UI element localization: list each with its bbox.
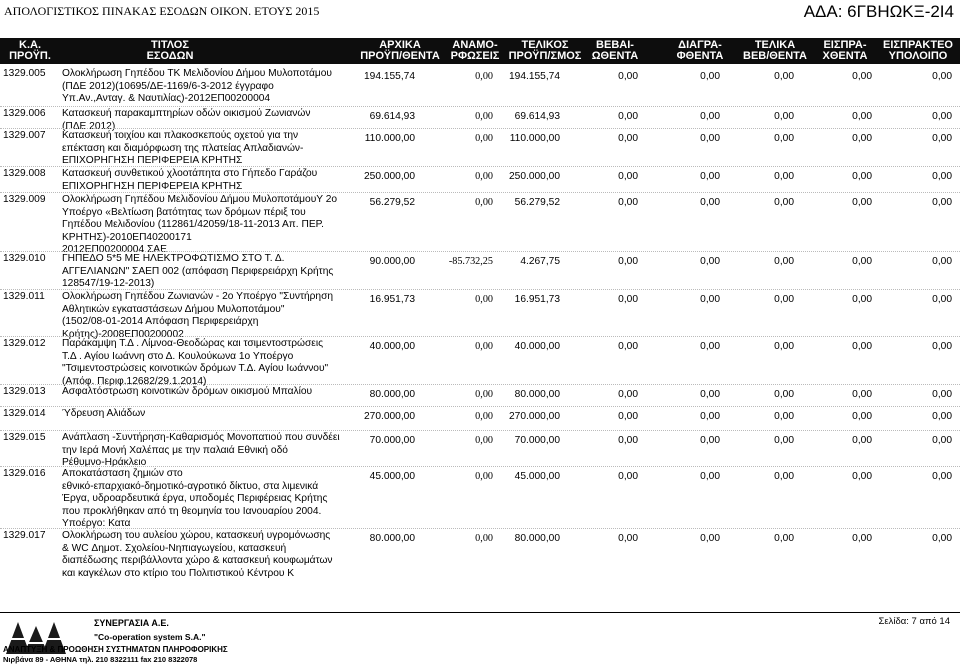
row-code: 1329.017 [3, 530, 46, 541]
row-separator [0, 289, 960, 290]
cell-ana: 0,00 [475, 471, 493, 482]
row-code: 1329.008 [3, 168, 46, 179]
row-description-line: Υποέργο «Βελτίωση βατότητας των δρόμων πέριξ του [62, 206, 306, 218]
cell-ana: 0,00 [475, 533, 493, 544]
row-description-line: και καγκέλων στο κτίριο του Πολιτιστικού Κέντρου Κ [62, 567, 295, 579]
row-separator [0, 192, 960, 193]
col-anamorfoseis: ΑΝΑΜΟ- ΡΦΩΣΕΙΣ [450, 39, 500, 62]
row-description-line: Αποκατάσταση ζημιών στο [62, 468, 183, 479]
cell-ypo: 0,00 [932, 171, 952, 182]
row-separator [0, 106, 960, 107]
cell-dia: 0,00 [700, 411, 720, 422]
cell-tel: 110.000,00 [509, 133, 560, 144]
cell-ana: 0,00 [475, 411, 493, 422]
cell-ypo: 0,00 [932, 411, 952, 422]
cell-ypo: 0,00 [932, 294, 952, 305]
cell-dia: 0,00 [700, 435, 720, 446]
cell-ypo: 0,00 [932, 111, 952, 122]
row-code: 1329.007 [3, 130, 46, 141]
row-description-line: Ανάπλαση -Συντήρηση-Καθαρισμός Μονοπατιού που συνδέει [62, 432, 340, 443]
cell-tel: 250.000,00 [509, 171, 560, 182]
cell-tel: 70.000,00 [514, 435, 560, 446]
row-description-line: Κρήτης)-2008ΕΠ00200002 [62, 328, 184, 340]
cell-eis: 0,00 [852, 435, 872, 446]
row-description [62, 468, 382, 531]
cell-tbe: 0,00 [774, 111, 794, 122]
row-description-line: Τ.Δ . Αγίου Ιωάννη στο Δ. Κουλούκωνα 1ο Υποέργο [62, 350, 294, 362]
row-description-line: (ΠΔΕ 2012)(10695/ΔΕ-1169/6-3-2012 έγγραφο [62, 80, 274, 92]
row-description-line: ΕΠΙΧΟΡΗΓΗΣΗ ΠΕΡΙΦΕΡΕΙΑ ΚΡΗΤΗΣ [62, 180, 243, 192]
cell-bev: 0,00 [618, 411, 638, 422]
cell-dia: 0,00 [700, 471, 720, 482]
cell-tel: 40.000,00 [514, 341, 560, 352]
row-description-line: ΕΠΙΧΟΡΗΓΗΣΗ ΠΕΡΙΦΕΡΕΙΑ ΚΡΗΤΗΣ [62, 155, 243, 166]
row-description-line: Κατασκευή συνθετικού χλοοτάπητα στο Γήπεδο Γαράζου [62, 168, 318, 179]
row-description-line: Γηπέδου Μελιδονίου (112861/42059/18-11-2013 Απ. ΠΕΡ. [62, 219, 324, 230]
cell-ana: 0,00 [475, 294, 493, 305]
cell-ypo: 0,00 [932, 389, 952, 400]
row-description [62, 338, 382, 388]
cell-tel: 270.000,00 [509, 411, 560, 422]
row-description-line: Έργα, υδροαρδευτικά έργα, υποδομές Περιφέρειας Κρήτης [62, 493, 328, 504]
row-description-line: Ρέθυμνο-Ηράκλειο [62, 457, 147, 468]
cell-ana: 0,00 [475, 171, 493, 182]
cell-tbe: 0,00 [774, 133, 794, 144]
row-description-line: (ΠΔΕ 2012) [62, 120, 116, 132]
row-description [62, 168, 382, 193]
row-description-line: 128547/19-12-2013) [62, 278, 155, 289]
row-code: 1329.006 [3, 108, 46, 119]
cell-dia: 0,00 [700, 197, 720, 208]
cell-ana: 0,00 [475, 341, 493, 352]
cell-tel: 45.000,00 [514, 471, 560, 482]
cell-bev: 0,00 [618, 197, 638, 208]
row-description [62, 386, 382, 399]
row-description-line: 2012ΕΠ00200004 ΣΑΕ [62, 244, 167, 255]
row-description-line: Ολοκλήρωση Γηπέδου ΤΚ Μελιδονίου Δήμου Μυλοποτάμου [62, 68, 332, 79]
row-code: 1329.016 [3, 468, 46, 479]
row-description [62, 68, 382, 106]
cell-ana: 0,00 [475, 389, 493, 400]
row-separator [0, 128, 960, 129]
row-description-line: επέκταση και διαμόρφωση της πλατείας Απλαδιανών- [62, 142, 304, 154]
cell-tel: 80.000,00 [514, 533, 560, 544]
row-description [62, 530, 382, 580]
table-header [0, 38, 960, 64]
col-telika-beb: ΤΕΛΙΚΑ ΒΕΒ/ΘΕΝΤΑ [743, 39, 807, 62]
row-description-line: ΓΗΠΕΔΟ 5*5 ΜΕ ΗΛΕΚΤΡΟΦΩΤΙΣΜΟ ΣΤΟ Τ. Δ. [62, 253, 285, 264]
cell-arx: 194.155,74 [364, 71, 415, 82]
row-code: 1329.014 [3, 408, 46, 419]
ada-code: ΑΔΑ: 6ΓΒΗΩΚΞ-2Ι4 [803, 2, 954, 21]
cell-tel: 4.267,75 [520, 256, 560, 267]
cell-tbe: 0,00 [774, 389, 794, 400]
cell-eis: 0,00 [852, 471, 872, 482]
row-description [62, 194, 382, 257]
row-separator [0, 430, 960, 431]
cell-bev: 0,00 [618, 133, 638, 144]
col-eispraxthenta: ΕΙΣΠΡΑ- ΧΘΕΝΤΑ [822, 39, 868, 62]
cell-eis: 0,00 [852, 294, 872, 305]
document-title: ΑΠΟΛΟΓΙΣΤΙΚΟΣ ΠΙΝΑΚΑΣ ΕΣΟΔΩΝ ΟΙΚΟΝ. ΕΤΟΥΣ 2015 [4, 4, 320, 18]
row-separator [0, 528, 960, 529]
cell-tbe: 0,00 [774, 341, 794, 352]
cell-arx: 80.000,00 [369, 389, 415, 400]
cell-tel: 16.951,73 [514, 294, 560, 305]
cell-bev: 0,00 [618, 111, 638, 122]
cell-tel: 80.000,00 [514, 389, 560, 400]
cell-eis: 0,00 [852, 71, 872, 82]
cell-ypo: 0,00 [932, 197, 952, 208]
cell-ana: 0,00 [475, 197, 493, 208]
col-diagrafthenta: ΔΙΑΓΡΑ- ΦΘΕΝΤΑ [676, 39, 724, 62]
cell-bev: 0,00 [618, 435, 638, 446]
cell-dia: 0,00 [700, 389, 720, 400]
cell-dia: 0,00 [700, 341, 720, 352]
footer-address: Νιρβάνα 89 - ΑΘΗΝΑ τηλ. 210 8322111 fax 210 8322078 [3, 655, 198, 664]
cell-bev: 0,00 [618, 256, 638, 267]
row-description-line: & WC Δημοτ. Σχολείου-Νηπιαγωγείου, κατασκευή [62, 542, 287, 554]
row-description-line: ΑΓΓΕΛΙΑΝΩΝ" ΣΑΕΠ 002 (απόφαση Περιφερειάρχη Κρήτης [62, 265, 334, 277]
cell-tbe: 0,00 [774, 471, 794, 482]
cell-arx: 56.279,52 [369, 197, 415, 208]
cell-arx: 16.951,73 [369, 294, 415, 305]
row-description-line: που προκλήθηκαν από τη θεομηνία του Ιανουαρίου 2004. [62, 505, 322, 517]
row-description-line: Κατασκευή τοιχίου και πλακοσκεπούς οχετού για την [62, 130, 299, 141]
cell-ypo: 0,00 [932, 471, 952, 482]
cell-tbe: 0,00 [774, 71, 794, 82]
footer-development: ΑΝΑΠΤΥΞΗ & ΠΡΟΩΘΗΣΗ ΣΥΣΤΗΜΑΤΩΝ ΠΛΗΡΟΦΟΡΙΚΗΣ [3, 645, 228, 654]
cell-eis: 0,00 [852, 533, 872, 544]
row-description-line: "Τσιμεντοστρώσεις κοινοτικών δρόμων Τ.Δ. Αγίου Ιωάννου" [62, 363, 329, 374]
cell-dia: 0,00 [700, 294, 720, 305]
cell-eis: 0,00 [852, 411, 872, 422]
row-code: 1329.011 [3, 291, 45, 302]
row-separator [0, 466, 960, 467]
cell-arx: 40.000,00 [369, 341, 415, 352]
cell-ypo: 0,00 [932, 533, 952, 544]
cell-arx: 80.000,00 [369, 533, 415, 544]
row-description-line: Ολοκλήρωση Γηπέδου Ζωνιανών - 2ο Υποέργο "Συντήρηση [62, 291, 334, 302]
row-code: 1329.015 [3, 432, 46, 443]
cell-bev: 0,00 [618, 471, 638, 482]
cell-ypo: 0,00 [932, 341, 952, 352]
cell-ana: 0,00 [475, 435, 493, 446]
row-description [62, 432, 382, 470]
row-description [62, 130, 382, 168]
cell-eis: 0,00 [852, 133, 872, 144]
cell-arx: 45.000,00 [369, 471, 415, 482]
footer-divider [0, 612, 960, 613]
cell-eis: 0,00 [852, 389, 872, 400]
row-code: 1329.010 [3, 253, 46, 264]
row-separator [0, 251, 960, 252]
row-description-line: Υποέργο: Κατα [62, 518, 131, 529]
cell-eis: 0,00 [852, 111, 872, 122]
col-telikos: ΤΕΛΙΚΟΣ ΠΡΟΫΠ/ΣΜΟΣ [508, 39, 582, 62]
cell-arx: 69.614,93 [369, 111, 415, 122]
cell-tel: 69.614,93 [514, 111, 560, 122]
row-description-line: Κατασκευή παρακαμπτηρίων οδών οικισμού Ζωνιανών [62, 108, 311, 119]
row-separator [0, 384, 960, 385]
cell-ypo: 0,00 [932, 256, 952, 267]
col-eispraktaio: ΕΙΣΠΡΑΚΤΕΟ ΥΠΟΛΟΙΠΟ [883, 39, 953, 62]
page-number: Σελίδα: 7 από 14 [878, 616, 950, 627]
col-bebaiothenta: ΒΕΒΑΙ- ΩΘΕΝΤΑ [591, 39, 639, 62]
cell-tbe: 0,00 [774, 256, 794, 267]
row-description [62, 408, 382, 421]
cell-dia: 0,00 [700, 111, 720, 122]
row-separator [0, 406, 960, 407]
row-description-line: (1502/08-01-2014 Απόφαση Περιφερειάρχη [62, 316, 259, 327]
col-arxika: ΑΡΧΙΚΑ ΠΡΟΫΠ/ΘΕΝΤΑ [360, 39, 440, 62]
cell-dia: 0,00 [700, 533, 720, 544]
col-title: ΤΙΤΛΟΣ ΕΣΟΔΩΝ [146, 39, 194, 62]
cell-arx: 110.000,00 [364, 133, 415, 144]
row-description-line: Υπ.Αν.,Ανταγ. & Ναυτιλίας)-2012ΕΠ00200004 [62, 93, 271, 104]
row-separator [0, 336, 960, 337]
cell-eis: 0,00 [852, 197, 872, 208]
cell-eis: 0,00 [852, 256, 872, 267]
row-code: 1329.005 [3, 68, 46, 79]
cell-ypo: 0,00 [932, 71, 952, 82]
row-description-line: Αθλητικών εγκαταστάσεων Δήμου Μυλοποτάμου" [62, 303, 285, 315]
row-description [62, 291, 382, 341]
cell-tbe: 0,00 [774, 411, 794, 422]
row-description-line: την Ιερά Μονή Χαλέπας με την παλαιά Εθνική οδό [62, 444, 288, 456]
cell-dia: 0,00 [700, 71, 720, 82]
row-description-line: Ολοκλήρωση Γηπέδου Μελιδονίου Δήμου ΜυλοποτάμουΥ 2ο [62, 194, 338, 205]
row-code: 1329.009 [3, 194, 46, 205]
cell-tbe: 0,00 [774, 435, 794, 446]
row-description [62, 253, 382, 291]
row-description-line: Παράκαμψη Τ.Δ . Λίμνοα-Θεοδώρας και τσιμεντοστρώσεις [62, 338, 323, 349]
cell-tbe: 0,00 [774, 171, 794, 182]
cell-tel: 194.155,74 [509, 71, 560, 82]
cell-ypo: 0,00 [932, 133, 952, 144]
cell-ana: 0,00 [475, 133, 493, 144]
cell-tel: 56.279,52 [514, 197, 560, 208]
cell-bev: 0,00 [618, 389, 638, 400]
cell-arx: 250.000,00 [364, 171, 415, 182]
cell-bev: 0,00 [618, 533, 638, 544]
row-description-line: εθνικό-επαρχιακό-δημοτικό-αγροτικό δίκτυο, στα λιμενικά [62, 480, 319, 492]
cell-ypo: 0,00 [932, 435, 952, 446]
row-description-line: (Απόφ. Περιφ.12682/29.1.2014) [62, 375, 207, 387]
footer-company: ΣΥΝΕΡΓΑΣΙΑ Α.Ε. [94, 618, 169, 628]
cell-ana: 0,00 [475, 71, 493, 82]
row-description-line: Ύδρευση Αλιάδων [62, 408, 146, 419]
cell-ana: 0,00 [475, 111, 493, 122]
cell-eis: 0,00 [852, 341, 872, 352]
row-description-line: διαπέδωσης περιβάλλοντα χώρο & κατασκευή κουφωμάτων [62, 555, 333, 566]
cell-bev: 0,00 [618, 71, 638, 82]
row-code: 1329.012 [3, 338, 46, 349]
cell-dia: 0,00 [700, 256, 720, 267]
col-ka: Κ.Α. ΠΡΟΫΠ. [9, 39, 51, 62]
row-description-line: Ολοκλήρωση του αυλείου χώρου, κατασκευή υγρομόνωσης [62, 530, 331, 541]
cell-arx: 70.000,00 [369, 435, 415, 446]
cell-bev: 0,00 [618, 341, 638, 352]
cell-tbe: 0,00 [774, 533, 794, 544]
cell-bev: 0,00 [618, 294, 638, 305]
cell-arx: 90.000,00 [369, 256, 415, 267]
cell-tbe: 0,00 [774, 294, 794, 305]
row-code: 1329.013 [3, 386, 46, 397]
cell-bev: 0,00 [618, 171, 638, 182]
cell-tbe: 0,00 [774, 197, 794, 208]
row-description-line: ΚΡΗΤΗΣ)-2010ΕΠ40200171 [62, 231, 192, 243]
cell-arx: 270.000,00 [364, 411, 415, 422]
cell-dia: 0,00 [700, 171, 720, 182]
cell-eis: 0,00 [852, 171, 872, 182]
cell-ana: -85.732,25 [448, 256, 493, 267]
footer-system: "Co-operation system S.A." [94, 632, 206, 642]
row-description-line: Ασφαλτόστρωση κοινοτικών δρόμων οικισμού Μπαλίου [62, 386, 313, 397]
cell-dia: 0,00 [700, 133, 720, 144]
row-separator [0, 166, 960, 167]
